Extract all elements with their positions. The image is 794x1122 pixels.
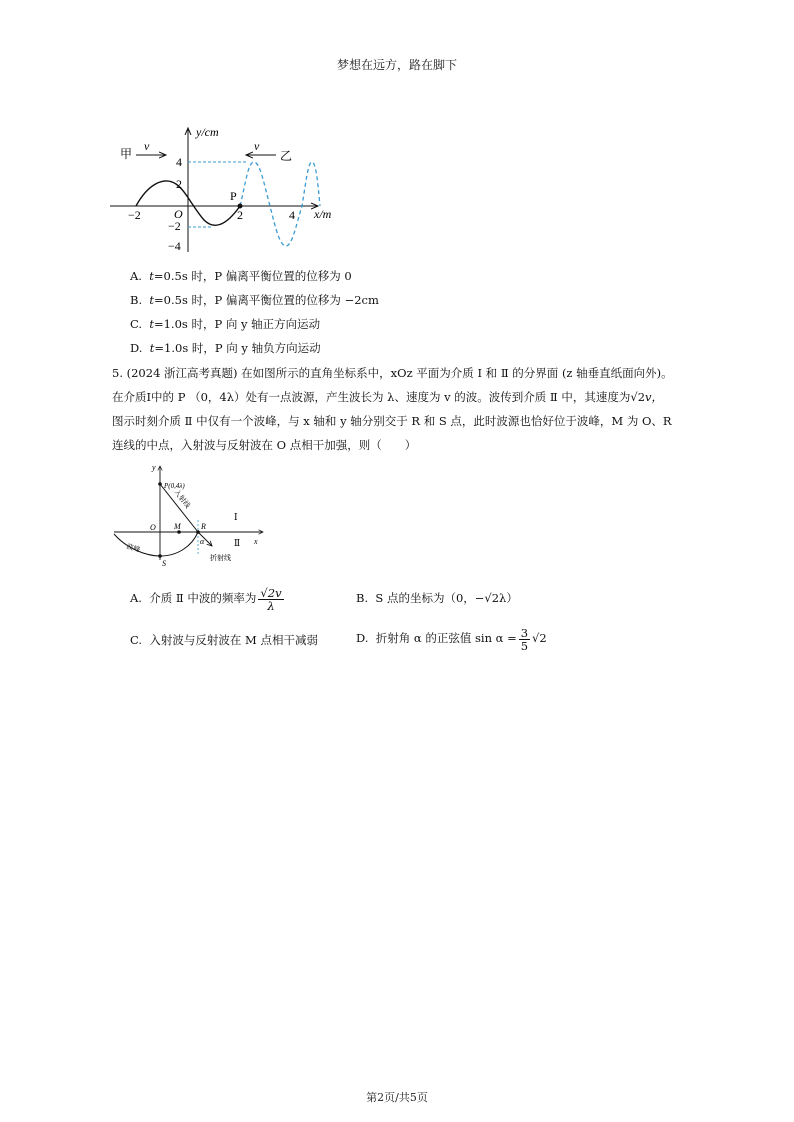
- q5-option-b: B. S 点的坐标为（0，−√2λ）: [356, 591, 518, 605]
- q5-line-3: 图示时刻介质 Ⅱ 中仅有一个波峰，与 x 轴和 y 轴分别交于 R 和 S 点，此时波源也恰好位于波峰，M 为 O、R: [112, 414, 672, 428]
- velocity-label-jia: v: [144, 139, 150, 153]
- q5-option-d: D. 折射角 α 的正弦值 sin α = $\frac{3}{5}$ √2: [356, 625, 547, 653]
- y-tick-4: 4: [176, 155, 182, 169]
- y-tick-minus2: −2: [168, 219, 181, 233]
- fig2-s-label: S: [162, 559, 166, 568]
- y-tick-2: 2: [176, 177, 182, 191]
- fig2-y-label: y: [152, 463, 156, 472]
- refraction-figure: [108, 460, 273, 570]
- q4-option-d: D. t=1.0s 时，P 向 y 轴负方向运动: [130, 341, 321, 355]
- q5-line-4: 连线的中点，入射波与反射波在 O 点相干加强，则（ ）: [112, 438, 417, 452]
- wave-yi: [240, 162, 320, 246]
- x-tick-minus2: −2: [128, 208, 141, 222]
- fig2-incident-label: 入射线: [172, 488, 192, 510]
- fig2-x-label: x: [254, 537, 258, 546]
- fig2-m-label: M: [174, 522, 181, 531]
- page-footer: 第2页/共5页: [366, 1091, 428, 1104]
- fig2-alpha-label: α: [200, 537, 205, 546]
- label-jia: 甲: [120, 147, 133, 161]
- q5-line-1: 5. (2024 浙江高考真题) 在如图所示的直角坐标系中，xOz 平面为介质 Ⅰ 和 Ⅱ 的分界面 (z 轴垂直纸面向外)。: [112, 366, 673, 380]
- origin-label: O: [174, 207, 183, 221]
- x-axis-label: x/m: [314, 207, 332, 221]
- point-p-label: P: [230, 189, 237, 203]
- point-r: [196, 530, 200, 534]
- q4-option-b: B. t=0.5s 时，P 偏离平衡位置的位移为 −2cm: [130, 293, 379, 307]
- q5-line-2: 在介质Ⅰ中的 P （0，4λ）处有一点波源，产生波长为 λ、速度为 v 的波。波传到介质 Ⅱ 中，其速度为√2v，: [112, 390, 664, 404]
- x-tick-2: 2: [237, 208, 243, 222]
- wave-figure: [100, 122, 350, 257]
- q4-option-c: C. t=1.0s 时，P 向 y 轴正方向运动: [130, 317, 321, 331]
- y-axis-label: y/cm: [196, 125, 219, 139]
- fig2-medium-1: Ⅰ: [234, 512, 238, 522]
- y-tick-minus4: −4: [168, 239, 181, 253]
- fig2-o-label: O: [150, 523, 156, 532]
- fig2-refracted-label: 折射线: [210, 554, 231, 562]
- q5-option-c: C. 入射波与反射波在 M 点相干减弱: [130, 633, 318, 647]
- x-tick-4: 4: [289, 208, 295, 222]
- page-header: 梦想在远方，路在脚下: [336, 58, 457, 72]
- point-p: [158, 482, 162, 486]
- point-s: [158, 554, 162, 558]
- velocity-label-yi: v: [254, 139, 260, 153]
- fig2-p-label: P(0,4λ): [164, 482, 185, 490]
- q5-option-a: A. 介质 Ⅱ 中波的频率为 $\frac{√2v}{\lambda}$: [130, 585, 282, 613]
- label-yi: 乙: [280, 149, 293, 163]
- fig2-r-label: R: [201, 522, 206, 531]
- fig2-crest-label: 波峰: [125, 542, 142, 555]
- fig2-medium-2: Ⅱ: [234, 538, 241, 548]
- q4-option-a: A. t=0.5s 时，P 偏离平衡位置的位移为 0: [130, 269, 352, 283]
